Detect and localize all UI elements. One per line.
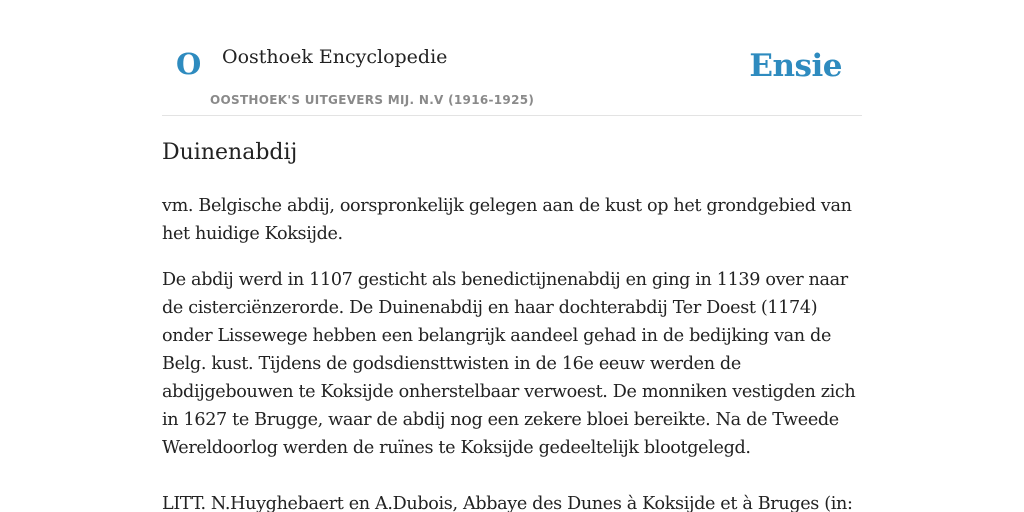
entry-literature: LITT. N.Huyghebaert en A.Dubois, Abbaye des Dunes à Koksijde et à Bruges (in: — [162, 494, 853, 512]
ensie-logo[interactable]: Ensie — [749, 48, 842, 84]
entry-title: Duinenabdij — [162, 140, 298, 165]
entry-paragraph-history: De abdij werd in 1107 gesticht als benedictijnenabdij en ging in 1139 over naar de cisterciënzerorde. De Duinenabdij en haar dochterabdij Ter Doest (1174) onder Lissewege hebben een belangrijk aandeel gehad in de bedijking van de Belg. kust. Tijdens de godsdiensttwisten in de 16e eeuw werden de abdijgebouwen te Koksijde onherstelbaar verwoest. De monniken vestigden zich in 1627 te Brugge, waar de abdij nog een zekere bloei bereikte. Na de Tweede Wereldoorlog werden de ruïnes te Koksijde gedeeltelijk blootgelegd. — [162, 270, 856, 458]
source-logo[interactable]: O — [176, 47, 202, 81]
page-container — [162, 0, 862, 512]
publisher-label: OOSTHOEK'S UITGEVERS MIJ. N.V (1916-1925) — [210, 93, 535, 107]
entry-body — [162, 192, 862, 512]
source-title-link[interactable]: Oosthoek Encyclopedie — [222, 46, 448, 68]
source-header — [162, 0, 862, 116]
entry-paragraph-definition: vm. Belgische abdij, oorspronkelijk gelegen aan de kust op het grondgebied van het huidige Koksijde. — [162, 196, 852, 244]
